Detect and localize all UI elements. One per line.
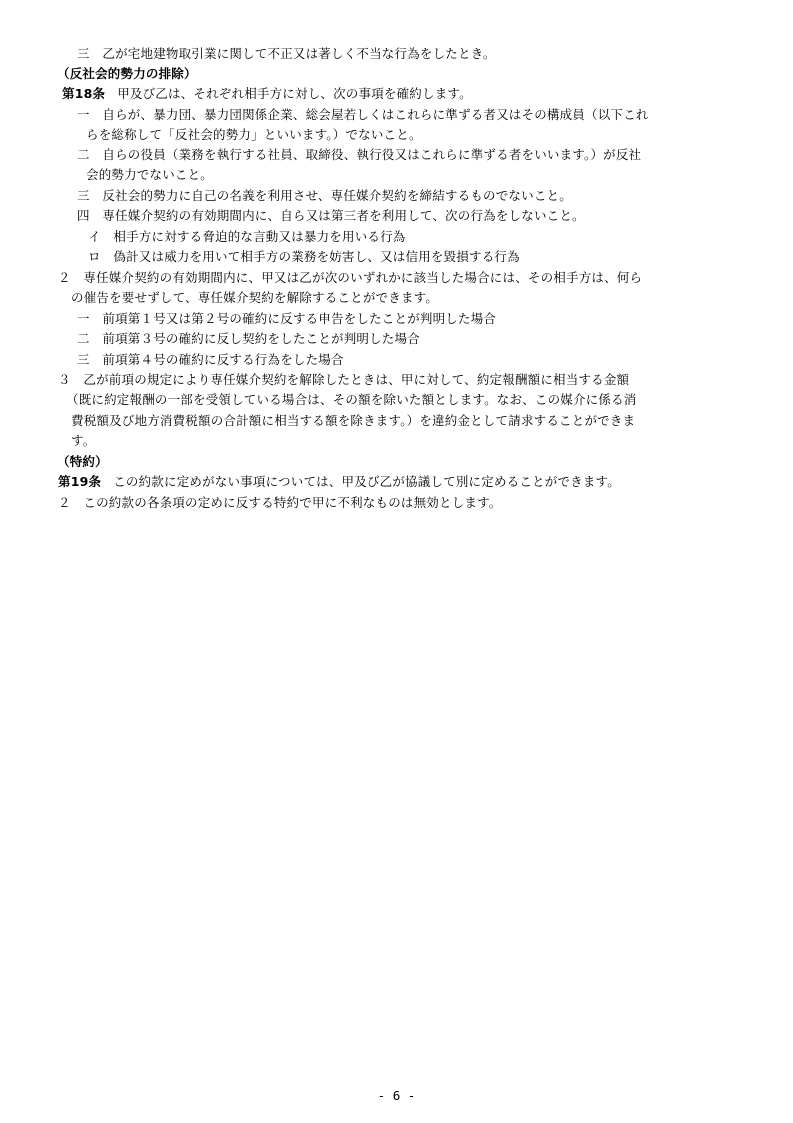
article-paragraph: 第18条 甲及び乙は、それぞれ相手方に対し、次の事項を確約します。 bbox=[62, 86, 472, 101]
section-heading: （特約） bbox=[57, 454, 108, 469]
list-item: 三 前項第４号の確約に反する行為をした場合 bbox=[77, 352, 344, 367]
article-paragraph: 第19条 この約款に定めがない事項については、甲及び乙が協議して別に定めることができます。 bbox=[58, 474, 620, 489]
paragraph-continuation: の催告を要せずして、専任媒介契約を解除することができます。 bbox=[71, 290, 439, 305]
list-item: 一 自らが、暴力団、暴力団関係企業、総会屋若しくはこれらに準ずる者又はその構成員（以下これ bbox=[77, 107, 649, 122]
sub-list-item: ロ 偽計又は威力を用いて相手方の業務を妨害し、又は信用を毀損する行為 bbox=[88, 249, 520, 264]
paragraph: ３ 乙が前項の規定により専任媒介契約を解除したときは、甲に対して、約定報酬額に相当する金額 bbox=[58, 372, 630, 387]
paragraph-continuation: （既に約定報酬の一部を受領している場合は、その額を除いた額とします。なお、この媒介に係る消 bbox=[66, 392, 637, 407]
article-number: 第19条 bbox=[58, 474, 102, 489]
list-item: 二 前項第３号の確約に反し契約をしたことが判明した場合 bbox=[77, 331, 420, 346]
paragraph: ２ 専任媒介契約の有効期間内に、甲又は乙が次のいずれかに該当した場合には、その相手方は、何ら bbox=[58, 270, 643, 285]
list-item: 四 専任媒介契約の有効期間内に、自ら又は第三者を利用して、次の行為をしないこと。 bbox=[77, 208, 585, 223]
list-item: 三 乙が宅地建物取引業に関して不正又は著しく不当な行為をしたとき。 bbox=[77, 46, 496, 61]
list-item-continuation: 会的勢力でないこと。 bbox=[86, 167, 214, 182]
list-item: 三 反社会的勢力に自己の名義を利用させ、専任媒介契約を締結するものでないこと。 bbox=[77, 188, 572, 203]
page-number: - 6 - bbox=[377, 1088, 416, 1103]
section-heading: （反社会的勢力の排除） bbox=[57, 66, 197, 81]
paragraph: ２ この約款の各条項の定めに反する特約で甲に不利なものは無効とします。 bbox=[58, 495, 502, 510]
list-item: 一 前項第１号又は第２号の確約に反する申告をしたことが判明した場合 bbox=[77, 311, 497, 326]
list-item: 二 自らの役員（業務を執行する社員、取締役、執行役又はこれらに準ずる者をいいます。）が反社 bbox=[77, 147, 642, 162]
paragraph-continuation: 費税額及び地方消費税額の合計額に相当する額を除きます。）を違約金として請求することができま bbox=[71, 413, 636, 428]
article-number: 第18条 bbox=[62, 86, 106, 101]
paragraph-continuation: す。 bbox=[71, 433, 96, 448]
list-item-continuation: らを総称して「反社会的勢力」といいます。）でないこと。 bbox=[86, 127, 422, 142]
sub-list-item: イ 相手方に対する脅迫的な言動又は暴力を用いる行為 bbox=[88, 229, 406, 244]
